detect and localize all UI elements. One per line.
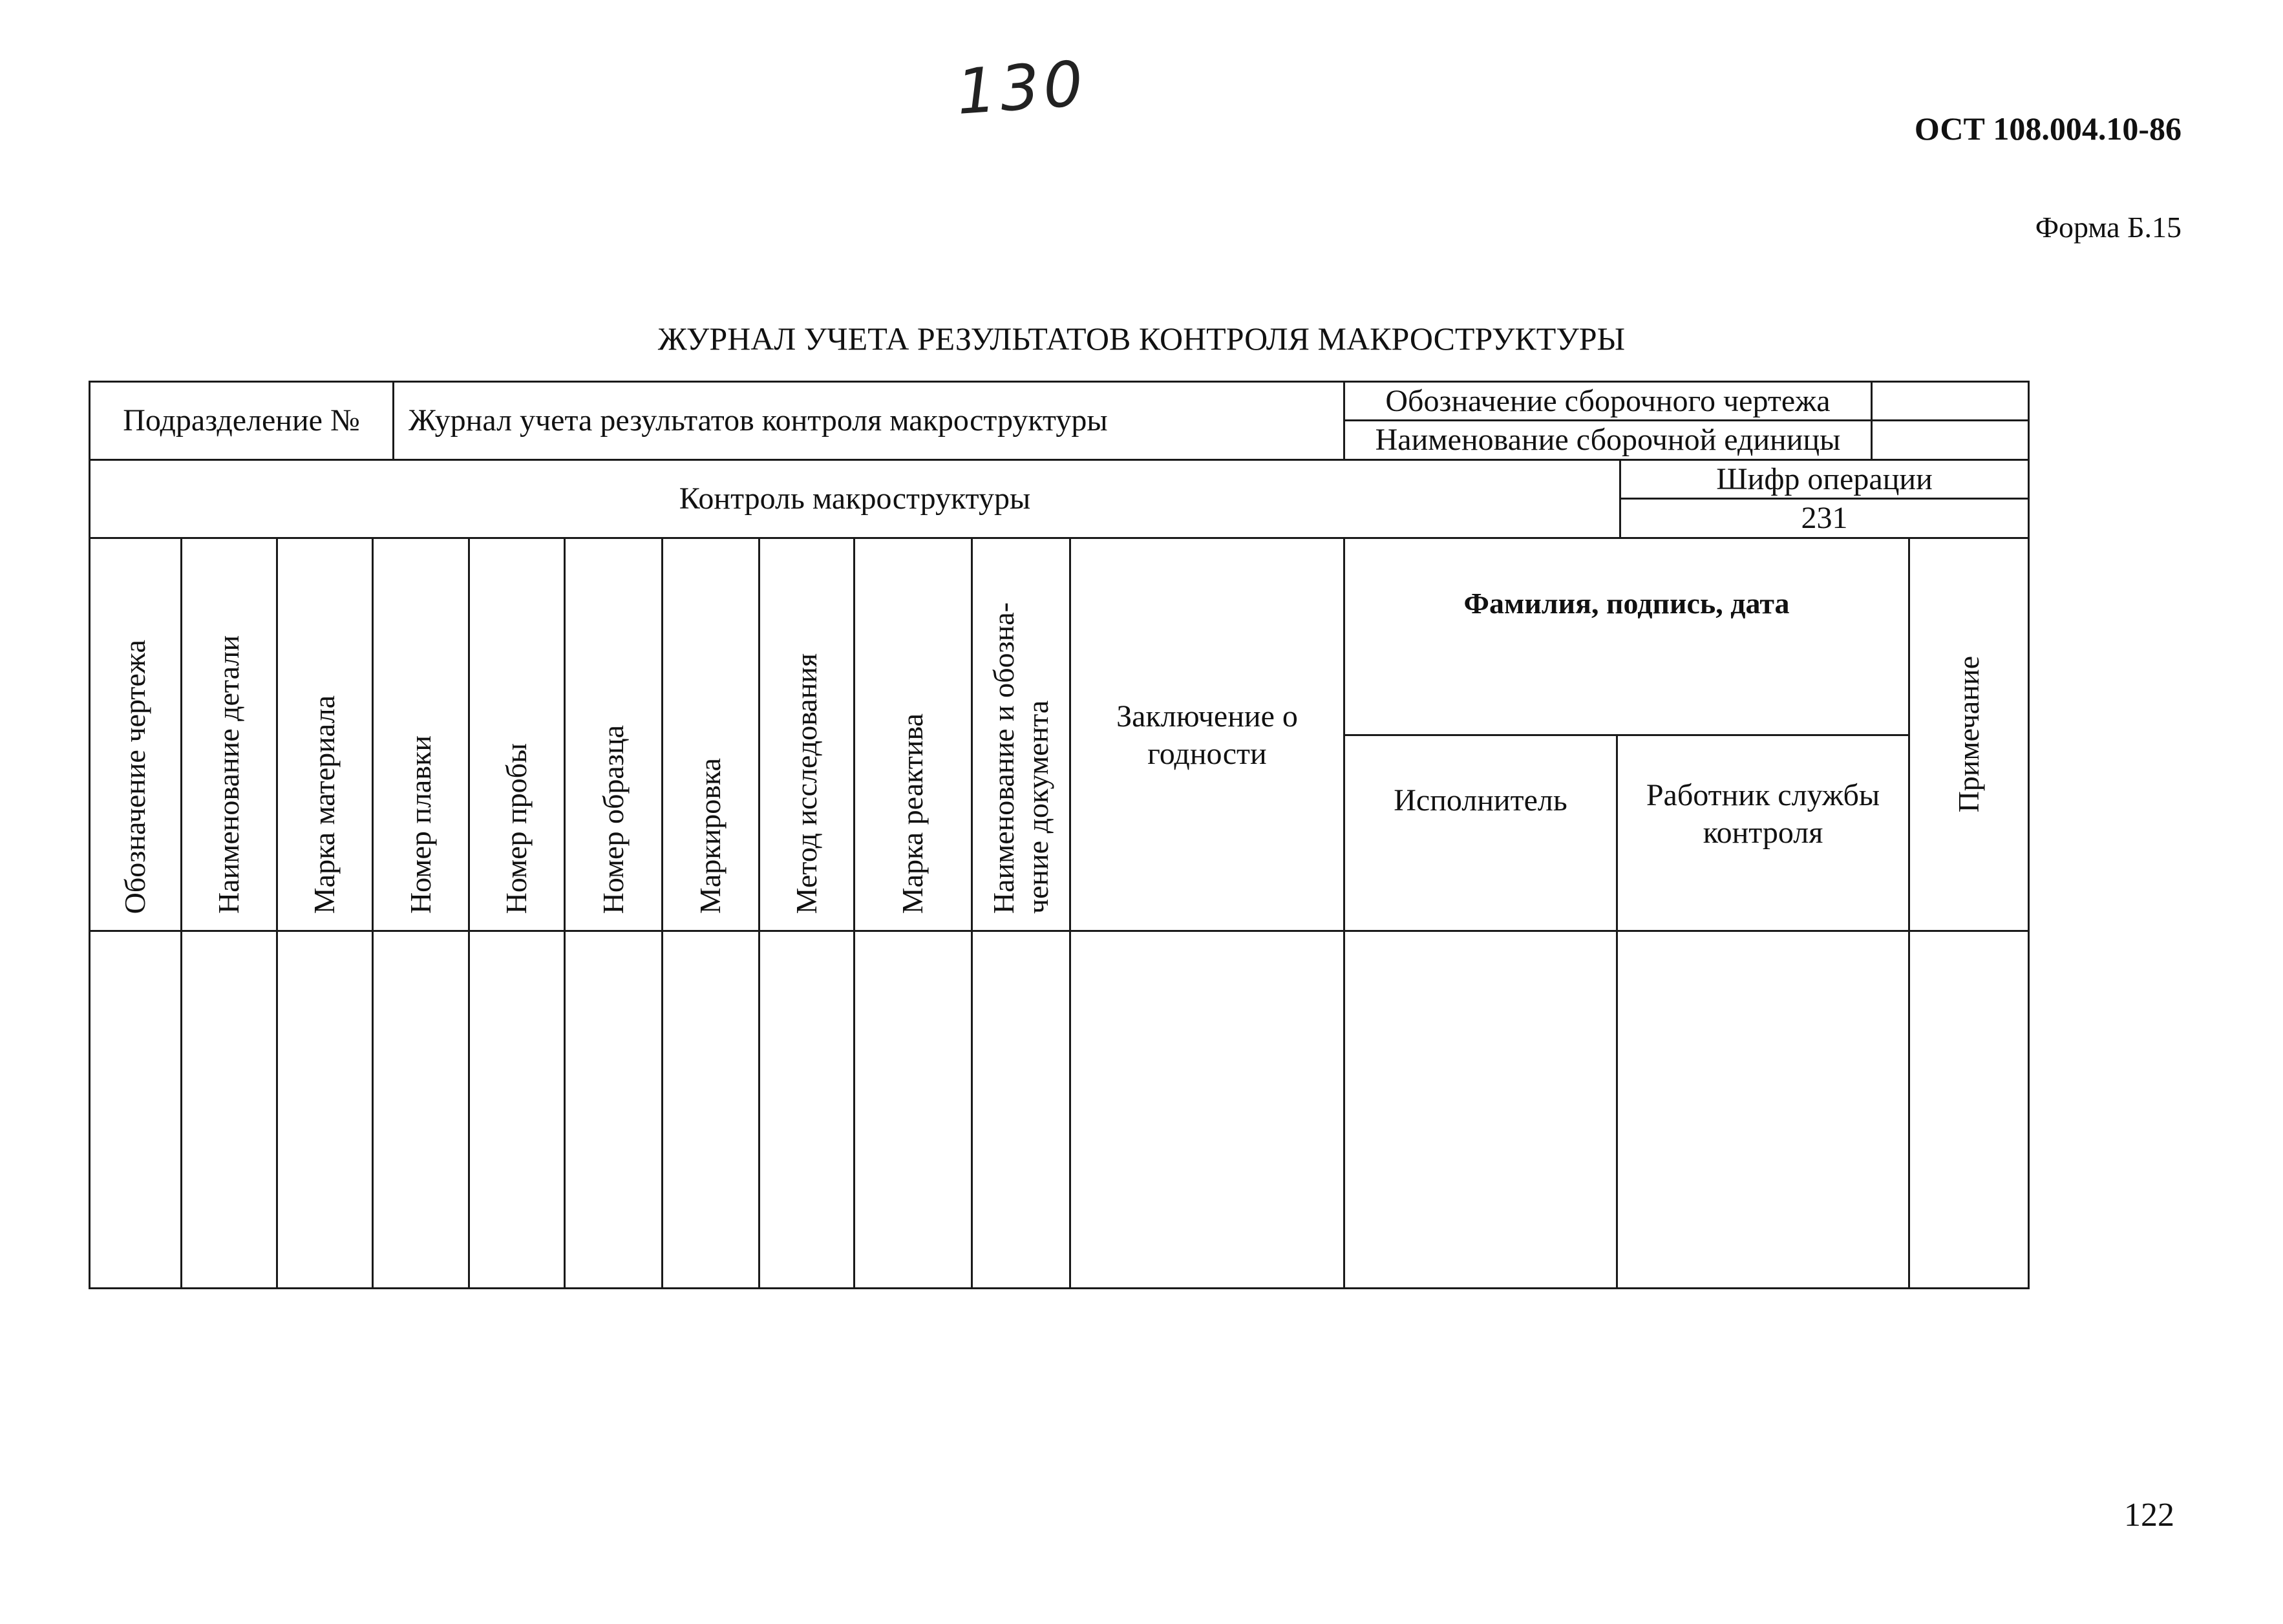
col-material-grade: Марка материала: [308, 695, 341, 914]
col-research-method: Метод исследования: [789, 653, 823, 914]
division-label: Подразделение №: [123, 403, 360, 438]
table-row[interactable]: [90, 932, 2028, 1287]
page-number: 122: [2124, 1497, 2174, 1534]
control-label: Контроль макроструктуры: [679, 481, 1031, 516]
col-sample-number: Номер пробы: [500, 743, 533, 914]
standard-code: ОСТ 108.004.10-86: [1914, 111, 2182, 147]
col-marking: Маркировка: [694, 757, 727, 914]
operation-code-label: Шифр операции: [1716, 461, 1933, 496]
col-reagent-grade: Марка реактива: [896, 713, 929, 914]
handwritten-page-number: 130: [954, 47, 1089, 129]
journal-name: Журнал учета результатов контроля макроструктуры: [409, 403, 1108, 438]
col-drawing-designation: Обозначение чертежа: [118, 639, 152, 914]
operation-code-value: 231: [1801, 501, 1848, 536]
assembly-drawing-label: Обозначение сборочного чертежа: [1385, 383, 1831, 418]
form-number: Форма Б.15: [2035, 211, 2182, 244]
col-conclusion: Заключение о годности: [1116, 699, 1298, 771]
col-document-name: Наименование и обозна- чение документа: [986, 602, 1054, 914]
col-control-worker: Работник службы контроля: [1646, 778, 1880, 850]
col-part-name: Наименование детали: [212, 635, 246, 914]
page-title: ЖУРНАЛ УЧЕТА РЕЗУЛЬТАТОВ КОНТРОЛЯ МАКРОСТРУКТУРЫ: [657, 321, 1626, 357]
col-note: Примечание: [1951, 656, 1985, 813]
col-executor: Исполнитель: [1394, 783, 1567, 818]
signature-group-header: Фамилия, подпись, дата: [1463, 587, 1790, 620]
col-heat-number: Номер плавки: [403, 735, 437, 914]
col-specimen-number: Номер образца: [596, 724, 630, 914]
assembly-unit-value[interactable]: [1873, 421, 2028, 459]
assembly-drawing-value[interactable]: [1873, 383, 2028, 419]
assembly-unit-label: Наименование сборочной единицы: [1375, 423, 1841, 458]
